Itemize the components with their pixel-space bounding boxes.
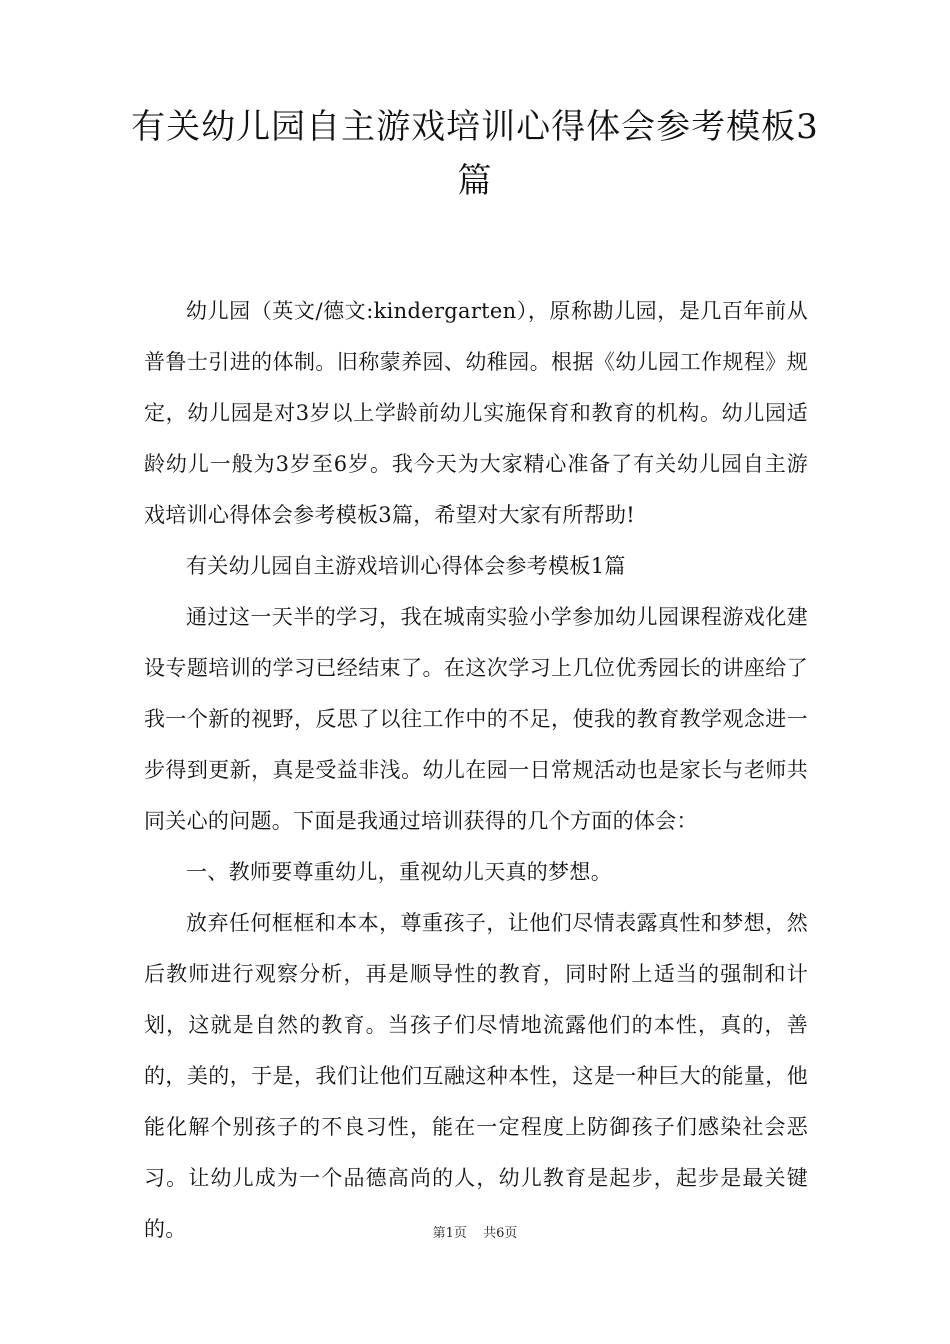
document-title: 有关幼儿园自主游戏培训心得体会参考模板3篇 <box>131 107 819 201</box>
paragraph-intro: 幼儿园（英文/德文:kindergarten），原称勘儿园，是几百年前从普鲁士引进的体制。旧称蒙养园、幼稚园。根据《幼儿园工作规程》规定，幼儿园是对3岁以上学龄前幼儿实施保育和教育的机构。幼儿园适龄幼儿一般为3岁至6岁。我今天为大家精心准备了有关幼儿园自主游戏培训心得体会参考模板3篇，希望对大家有所帮助! <box>144 299 808 527</box>
paragraph-point-one-heading: 一、教师要尊重幼儿，重视幼儿天真的梦想。 <box>186 860 612 884</box>
page-number-current: 第1页 <box>432 1226 467 1241</box>
paragraph-point-one-body: 放弃任何框框和本本，尊重孩子，让他们尽情表露真性和梦想，然后教师进行观察分析，再是顺导性的教育，同时附上适当的强制和计划，这就是自然的教育。当孩子们尽情地流露他们的本性，真的，善的，美的，于是，我们让他们互融这种本性，这是一种巨大的能量，他能化解个别孩子的不良习性，能在一定程度上防御孩子们感染社会恶习。让幼儿成为一个品德高尚的人，幼儿教育是起步，起步是最关键的。 <box>144 911 808 1241</box>
paragraph-training-reflection: 通过这一天半的学习，我在城南实验小学参加幼儿园课程游戏化建设专题培训的学习已经结束了。在这次学习上几位优秀园长的讲座给了我一个新的视野，反思了以往工作中的不足，使我的教育教学观念进一步得到更新，真是受益非浅。幼儿在园一日常规活动也是家长与老师共同关心的问题。下面是我通过培训获得的几个方面的体会： <box>144 605 808 833</box>
document-body <box>144 286 808 1255</box>
page-number-total: 共6页 <box>483 1226 518 1241</box>
page-footer <box>0 1222 950 1241</box>
paragraph-section-heading: 有关幼儿园自主游戏培训心得体会参考模板1篇 <box>186 554 626 578</box>
